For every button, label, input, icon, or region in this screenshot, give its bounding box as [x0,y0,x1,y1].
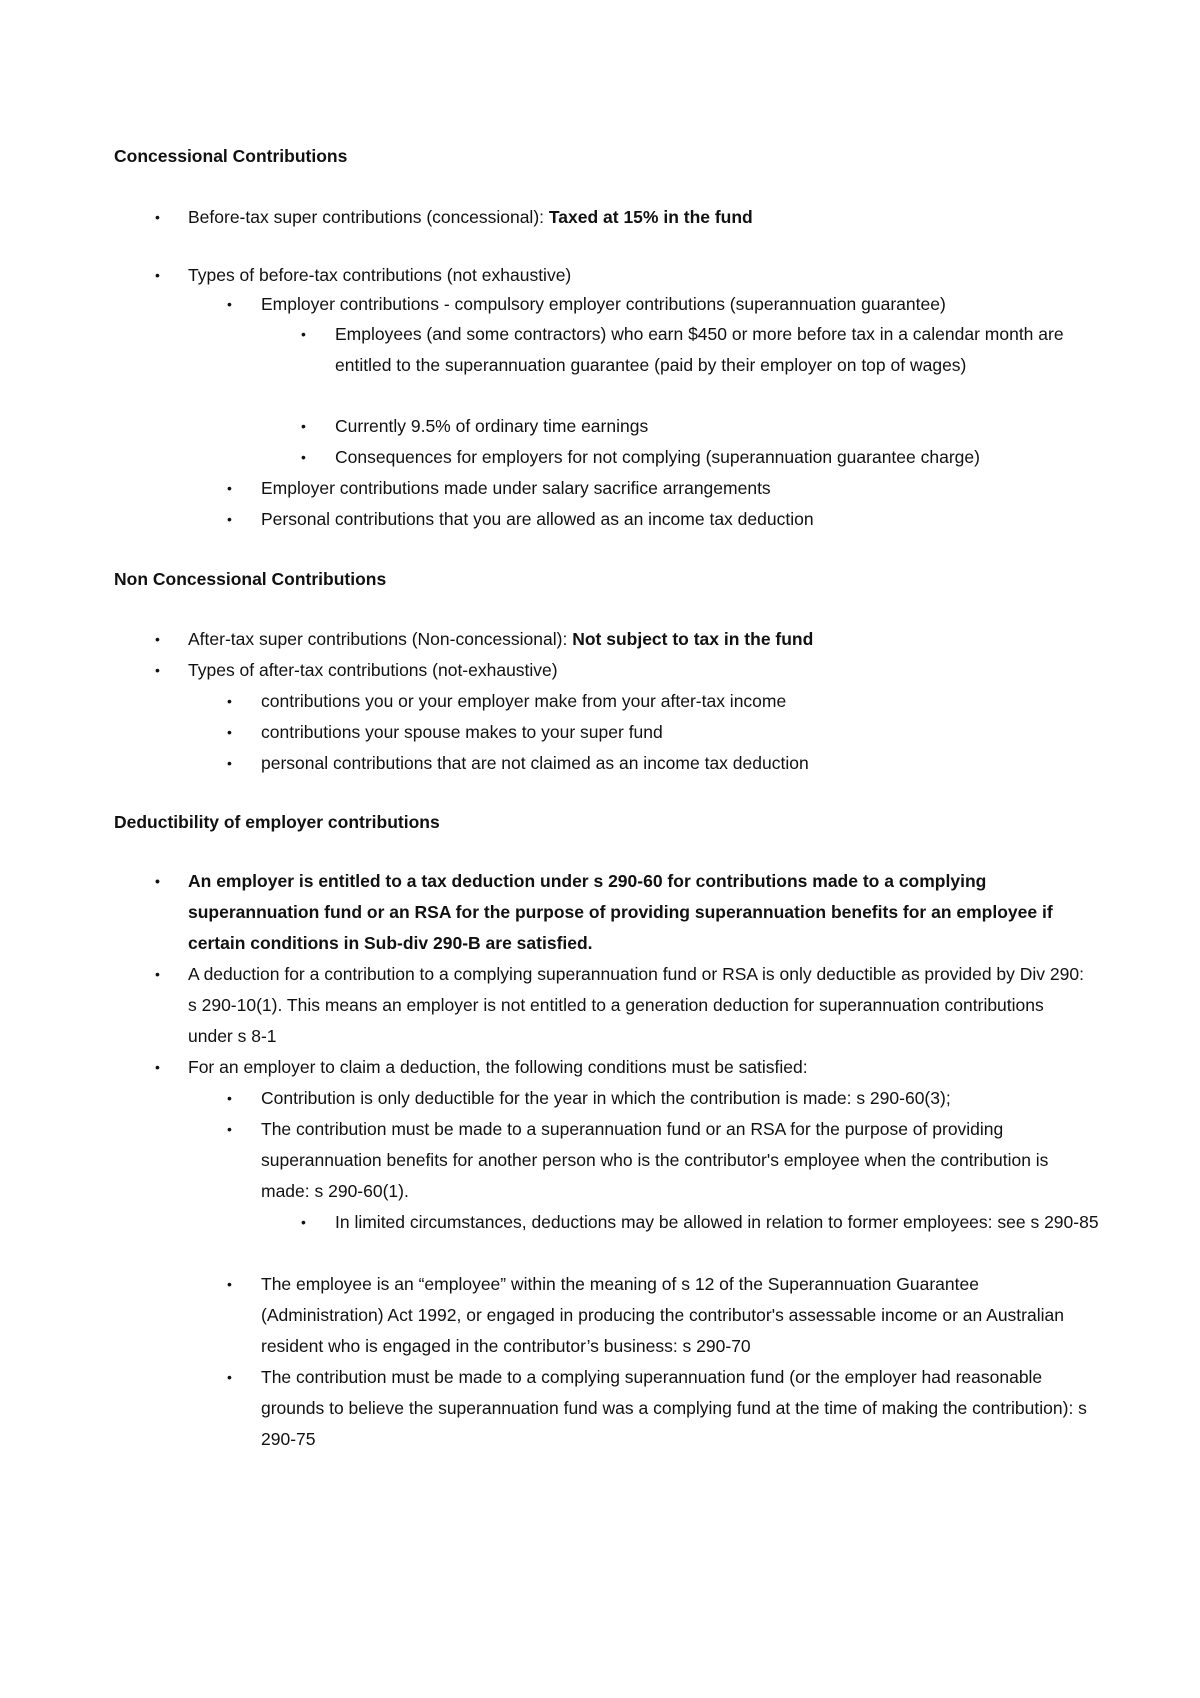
non-concessional-item-employer: • contributions you or your employer make from your after-tax income [261,686,1101,717]
concessional-item-types: • Types of before-tax contributions (not exhaustive) [188,260,1088,291]
non-concessional-item-spouse: • contributions your spouse makes to your super fund [261,717,1101,748]
deductibility-condition-former-employees: • In limited circumstances, deductions may be allowed in relation to former employees: see s 290-85 [335,1207,1100,1238]
concessional-item-personal: • Personal contributions that you are allowed as an income tax deduction [261,504,1101,535]
concessional-item-before-tax [188,202,1088,233]
heading-non-concessional: Non Concessional Contributions [114,569,387,589]
heading-concessional: Concessional Contributions [114,146,348,166]
concessional-item-salary-sacrifice: • Employer contributions made under salary sacrifice arrangements [261,473,1101,504]
deductibility-condition-employee: • The employee is an “employee” within the meaning of s 12 of the Superannuation Guarantee (Administration) Act 1992, or engaged in producing the contributor's assessable income or an Australian resident who is engaged in the contributor’s business: s 290-70 [261,1269,1101,1362]
concessional-item-currently: • Currently 9.5% of ordinary time earnings [335,411,1100,442]
item-text: After-tax super contributions (Non-concessional): [188,629,573,649]
deductibility-item-div-290: • A deduction for a contribution to a complying superannuation fund or RSA is only deductible as provided by Div 290: s 290-10(1). This means an employer is not entitled to a generation deduction for superannuation contributions under s 8-1 [188,959,1088,1052]
non-concessional-item-after-tax [188,624,1088,655]
concessional-item-employees: • Employees (and some contractors) who earn $450 or more before tax in a calendar month are entitled to the superannuation guarantee (paid by their employer on top of wages) [335,319,1100,381]
concessional-item-consequences: • Consequences for employers for not complying (superannuation guarantee charge) [335,442,1100,473]
deductibility-condition-year: • Contribution is only deductible for the year in which the contribution is made: s 290-60(3); [261,1083,1101,1114]
concessional-item-employer: • Employer contributions - compulsory employer contributions (superannuation guarantee) [261,289,1101,320]
item-text: Before-tax super contributions (concessional): [188,207,549,227]
deductibility-condition-fund: • The contribution must be made to a superannuation fund or an RSA for the purpose of providing superannuation benefits for another person who is the contributor's employee when the contribution is made: s 290-60(1). [261,1114,1101,1207]
heading-deductibility: Deductibility of employer contributions [114,812,440,832]
deductibility-condition-complying: • The contribution must be made to a complying superannuation fund (or the employer had reasonable grounds to believe the superannuation fund was a complying fund at the time of making the contribution): s 290-75 [261,1362,1101,1455]
non-concessional-item-personal: • personal contributions that are not claimed as an income tax deduction [261,748,1101,779]
item-bold-text: Not subject to tax in the fund [572,629,814,649]
deductibility-item-conditions: • For an employer to claim a deduction, the following conditions must be satisfied: [188,1052,1088,1083]
non-concessional-item-types: • Types of after-tax contributions (not-exhaustive) [188,655,1088,686]
deductibility-item-entitled: • An employer is entitled to a tax deduction under s 290-60 for contributions made to a complying superannuation fund or an RSA for the purpose of providing superannuation benefits for an employee if certain conditions in Sub-div 290-B are satisfied. [188,866,1088,959]
item-bold-text: Taxed at 15% in the fund [548,207,753,227]
